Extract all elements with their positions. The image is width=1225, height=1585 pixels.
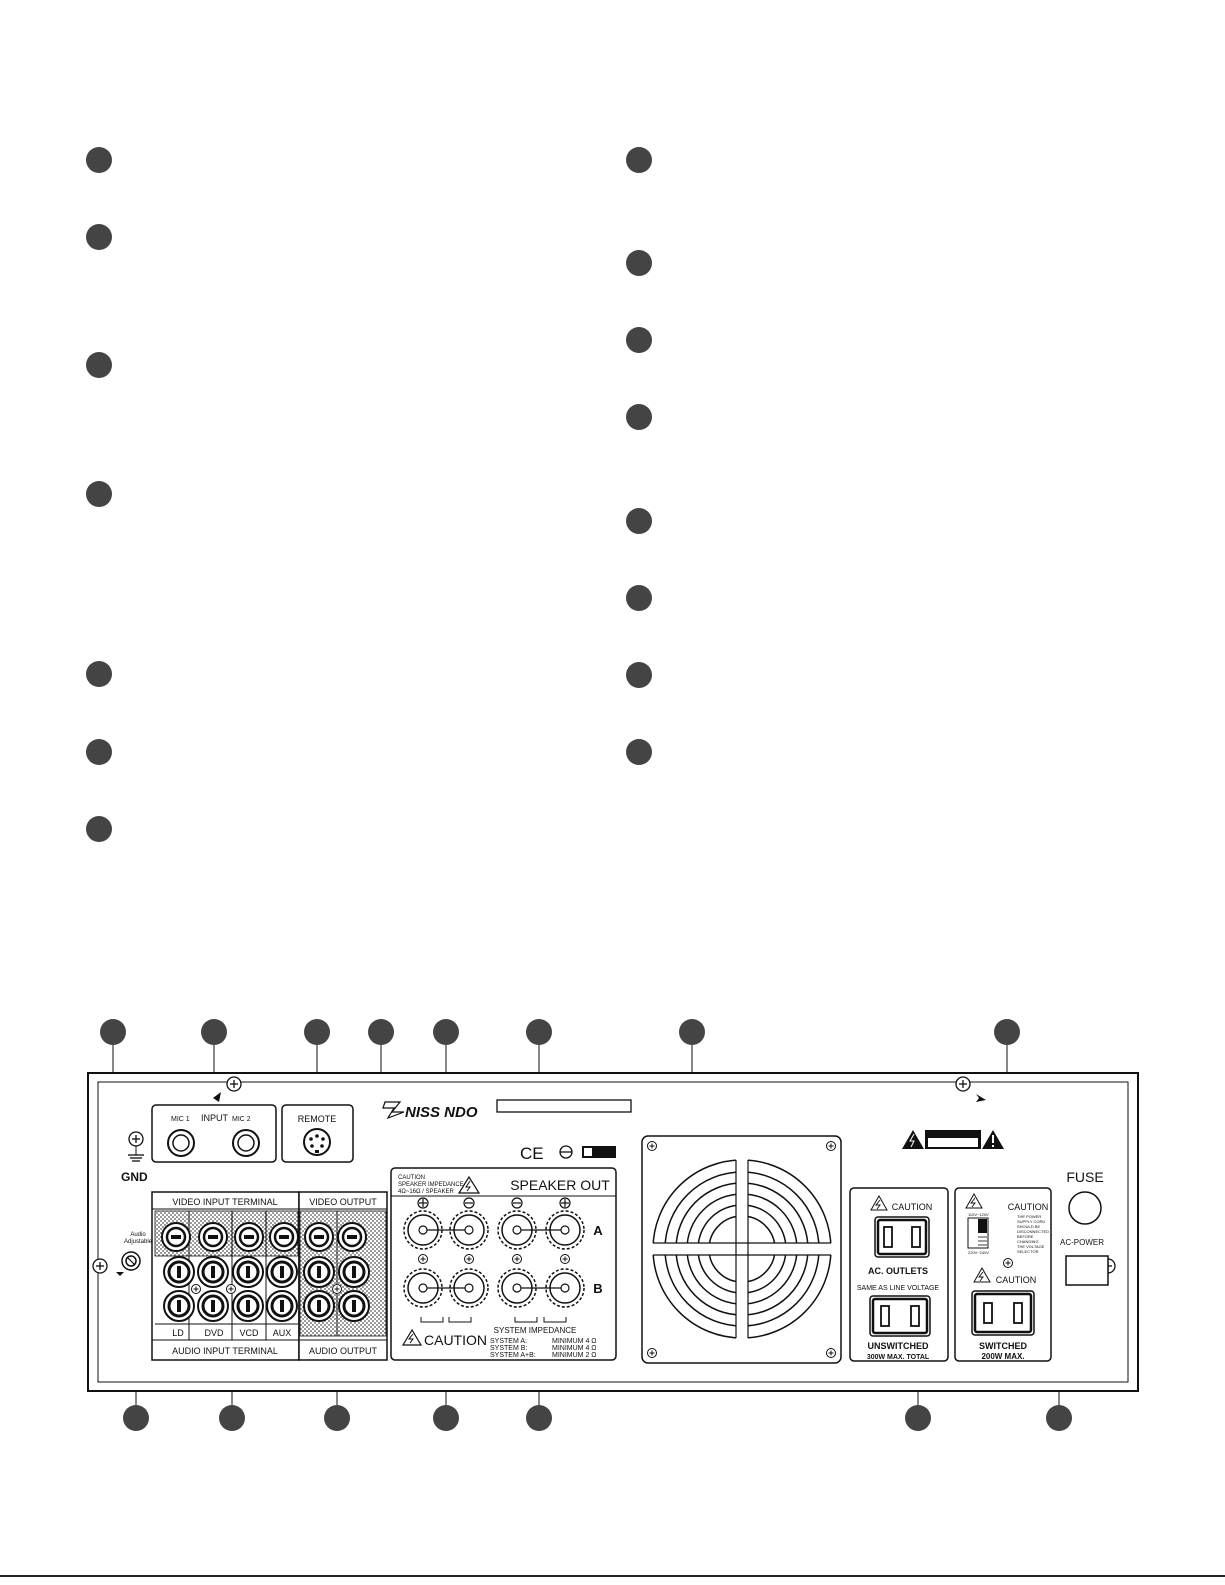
fan-grille [642,1136,841,1363]
selector-note: SHOULD BE [1017,1224,1041,1229]
callout-bullets-bottom [123,1405,1072,1431]
selector-note: SUPPLY CORD [1017,1219,1046,1224]
ac-outlet-icon [972,1291,1034,1335]
speaker-caution-label: 4Ω~16Ω / SPEAKER [398,1189,454,1195]
fuse-holder [1069,1192,1101,1224]
speaker-out-label: SPEAKER OUT [510,1177,610,1193]
input-label: INPUT [201,1113,228,1123]
selector-note: DISCONNECTED [1017,1229,1050,1234]
ce-mark: CE [520,1144,544,1163]
unswitched-outlet-panel [850,1188,948,1361]
ac-outlet-icon [875,1217,929,1257]
selector-note: THE VOLTAGE [1017,1244,1045,1249]
unswitched-label: UNSWITCHED [867,1341,929,1351]
unswitched-max-label: 300W MAX. TOTAL [866,1354,930,1361]
dvd-label: DVD [204,1328,224,1338]
video-input-terminal-label: VIDEO INPUT TERMINAL [172,1197,278,1207]
min-ab-label: MINIMUM 2 Ω [552,1352,597,1359]
model-label-plate [497,1100,631,1112]
switched-max-label: 200W MAX. [981,1352,1025,1361]
row-b-label: B [593,1281,603,1296]
row-a-label: A [593,1223,603,1238]
fuse-label: FUSE [1066,1169,1104,1185]
av-io-block [152,1192,387,1360]
ld-label: LD [172,1328,184,1338]
ac-power-inlet [1066,1256,1108,1285]
selector-note: THE POWER [1017,1214,1042,1219]
audio-output-label: AUDIO OUTPUT [308,1346,378,1356]
vcd-label: VCD [239,1328,259,1338]
mic-input-box [152,1105,276,1162]
gnd-label: GND [121,1170,148,1184]
voltage-220-label: 220V~240V [968,1250,990,1255]
audio-input-terminal-label: AUDIO INPUT TERMINAL [172,1346,278,1356]
ac-outlet-icon [870,1296,930,1336]
audio-adjustable-label: Adjustable [123,1239,153,1245]
ac-power-label: AC-POWER [1060,1238,1104,1247]
outlet-caution-label: CAUTION [995,1275,1037,1285]
system-impedance-label: SYSTEM IMPEDANCE [493,1326,577,1335]
mic2-label: MIC 2 [232,1116,251,1123]
cert-marks [560,1146,616,1158]
selector-note: CHANGING [1017,1239,1039,1244]
selector-note: BEFORE [1017,1234,1034,1239]
speaker-caution-label: CAUTION [398,1175,425,1181]
remote-box [282,1105,353,1162]
mic1-label: MIC 1 [171,1116,190,1123]
callout-bullets-top [100,1019,1020,1045]
selector-note: SELECTOR [1017,1249,1039,1254]
min-a-label: MINIMUM 4 Ω [552,1338,597,1345]
min-b-label: MINIMUM 4 Ω [552,1345,597,1352]
speaker-out-panel [391,1168,616,1360]
big-caution-label: CAUTION [424,1332,487,1348]
aux-label: AUX [272,1328,292,1338]
remote-label: REMOTE [297,1114,337,1124]
system-a-label: SYSTEM A: [490,1338,527,1345]
page-bottom-rule [0,1575,1225,1577]
video-output-label: VIDEO OUTPUT [309,1197,377,1207]
switched-label: SWITCHED [979,1341,1027,1351]
system-ab-label: SYSTEM A+B: [490,1352,536,1359]
brand-name: NISS NDO [405,1104,478,1121]
ac-outlets-label: AC. OUTLETS [868,1266,928,1276]
voltage-selector-switch [968,1218,988,1248]
audio-adjustable-label: Audio [130,1232,146,1238]
system-b-label: SYSTEM B: [490,1345,528,1352]
caution-label: CAUTION [1007,1202,1049,1212]
switched-outlet-panel [955,1188,1051,1361]
speaker-caution-label: SPEAKER IMPEDANCE [398,1182,464,1188]
outlet-caution-label: CAUTION [891,1202,933,1212]
voltage-110-label: 110V~120V [968,1212,989,1217]
same-as-line-label: SAME AS LINE VOLTAGE [856,1285,940,1292]
